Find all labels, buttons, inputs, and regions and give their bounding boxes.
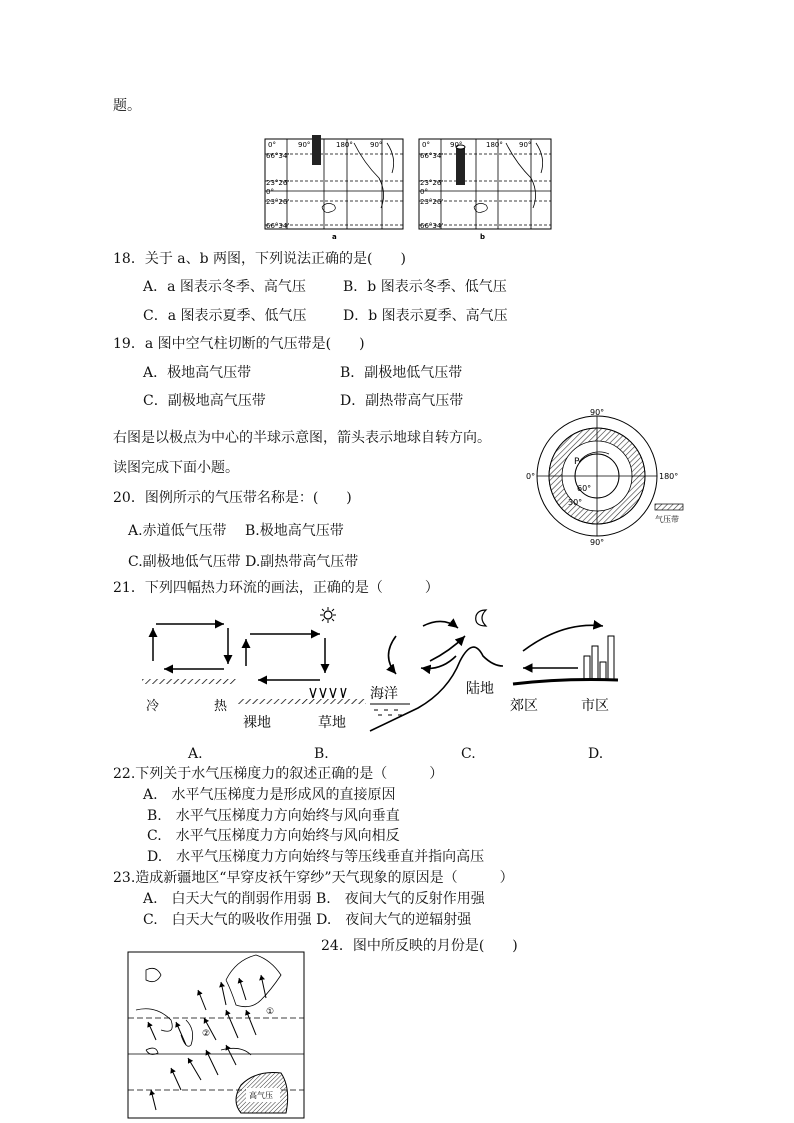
map-b-lat-4: 23°26' <box>420 198 444 206</box>
q21-label-c: C. <box>461 746 476 762</box>
q23-options-ab: A. 白天大气的削弱作用弱 B. 夜间大气的反射作用强 <box>143 891 485 907</box>
map-a-lon-90e: 90° <box>370 141 383 149</box>
fig-d-suburb: 郊区 <box>510 698 538 714</box>
map-b-lat-5: 66°34' <box>420 222 444 230</box>
q20-stem: 20．图例所示的气压带名称是：( ) <box>113 490 352 506</box>
lead-text: 题。 <box>113 98 141 114</box>
q19-option-a: A．极地高气压带 <box>143 365 252 381</box>
intro-line-1: 右图是以极点为中心的半球示意图，箭头表示地球自转方向。 <box>113 430 491 446</box>
q18-option-b: B．b 图表示冬季、低气压 <box>343 279 507 295</box>
q21-label-a: A. <box>188 746 203 762</box>
fig-b-grass: 草地 <box>318 715 346 731</box>
fig-a-hot: 热 <box>214 699 228 714</box>
q20-options-ab: A.赤道低气压带 B.极地高气压带 <box>128 523 344 539</box>
q22-stem: 22.下列关于水气压梯度力的叙述正确的是（ ） <box>113 766 444 782</box>
fig-a-cold: 冷 <box>146 699 160 714</box>
q20-options-cd: C.副极地低气压带 D.副热带高气压带 <box>128 554 359 570</box>
q24-marker-1: ① <box>266 1007 275 1017</box>
polar-bottom-label: 90° <box>590 538 605 546</box>
q24-marker-2: ② <box>202 1029 211 1039</box>
q18-option-c: C．a 图表示夏季、低气压 <box>143 308 307 324</box>
q19-option-d: D．副热带高气压带 <box>340 393 464 409</box>
fig-c-land: 陆地 <box>466 681 494 697</box>
fig-c-sea: 海洋 <box>370 686 398 702</box>
map-b-lon-0: 0° <box>422 141 430 149</box>
q24-high-label: 高气压 <box>249 1091 273 1100</box>
map-a-lon-180: 180° <box>336 141 353 149</box>
q22-option-b: B. 水平气压梯度力方向始终与风向垂直 <box>147 808 400 824</box>
polar-lat30: 30° <box>568 498 583 507</box>
map-b-lon-90: 90° <box>450 141 463 149</box>
map-a-lon-90: 90° <box>298 141 311 149</box>
q19-option-b: B．副极地低气压带 <box>340 365 463 381</box>
q22-option-c: C. 水平气压梯度力方向始终与风向相反 <box>147 828 400 844</box>
polar-lat60: 60° <box>577 484 592 493</box>
polar-p-label: P <box>574 457 580 467</box>
q18-stem: 18．关于 a、b 两图，下列说法正确的是( ) <box>113 251 406 267</box>
fig-c <box>370 610 503 731</box>
map-a-lon-0: 0° <box>268 141 276 149</box>
fig-b-bare: 裸地 <box>243 715 271 731</box>
q21-figures <box>138 606 628 736</box>
map-a-lat-1: 66°34' <box>266 152 290 160</box>
figure-ab <box>262 135 552 245</box>
q21-label-b: B. <box>314 746 329 762</box>
polar-legend-label: 气压带 <box>655 515 679 524</box>
map-a-lat-3: 0° <box>266 188 274 196</box>
q22-option-a: A. 水平气压梯度力是形成风的直接原因 <box>143 787 396 803</box>
q22-option-d: D. 水平气压梯度力方向始终与等压线垂直并指向高压 <box>147 849 485 865</box>
map-b-lat-3: 0° <box>420 188 428 196</box>
q21-label-d: D. <box>588 746 604 762</box>
map-b-lon-180: 180° <box>486 141 503 149</box>
map-b-lon-90e: 90° <box>519 141 532 149</box>
q24-stem: 24．图中所反映的月份是( ) <box>321 938 518 954</box>
q19-stem: 19．a 图中空气柱切断的气压带是( ) <box>113 336 365 352</box>
map-a <box>265 135 403 241</box>
q19-option-c: C．副极地高气压带 <box>143 393 266 409</box>
fig-a <box>142 624 236 714</box>
fig-d-city: 市区 <box>581 698 609 714</box>
polar-right-label: 180° <box>659 472 679 481</box>
fig-b <box>238 607 366 731</box>
map-b <box>419 139 551 241</box>
polar-top-label: 90° <box>590 408 605 417</box>
map-b-lat-1: 66°34' <box>420 152 444 160</box>
polar-left-label: 0° <box>526 472 536 481</box>
map-a-caption: a <box>332 233 337 241</box>
map-a-lat-5: 66°34' <box>266 222 290 230</box>
map-b-caption: b <box>480 233 486 241</box>
q18-option-a: A．a 图表示冬季、高气压 <box>143 279 306 295</box>
polar-figure <box>524 404 694 546</box>
q23-stem: 23.造成新疆地区“早穿皮袄午穿纱”天气现象的原因是（ ） <box>113 870 514 886</box>
intro-line-2: 读图完成下面小题。 <box>113 460 239 476</box>
legend-swatch <box>655 504 683 510</box>
q18-option-d: D．b 图表示夏季、高气压 <box>343 308 508 324</box>
map-a-lat-2: 23°26' <box>266 179 290 187</box>
fig-d <box>510 625 618 714</box>
map-b-lat-2: 23°26' <box>420 179 444 187</box>
q23-options-cd: C. 白天大气的吸收作用强 D. 夜间大气的逆辐射强 <box>143 912 472 928</box>
map-a-lat-4: 23°26' <box>266 198 290 206</box>
q24-map <box>126 950 306 1120</box>
q21-stem: 21．下列四幅热力环流的画法，正确的是（ ） <box>113 580 439 596</box>
